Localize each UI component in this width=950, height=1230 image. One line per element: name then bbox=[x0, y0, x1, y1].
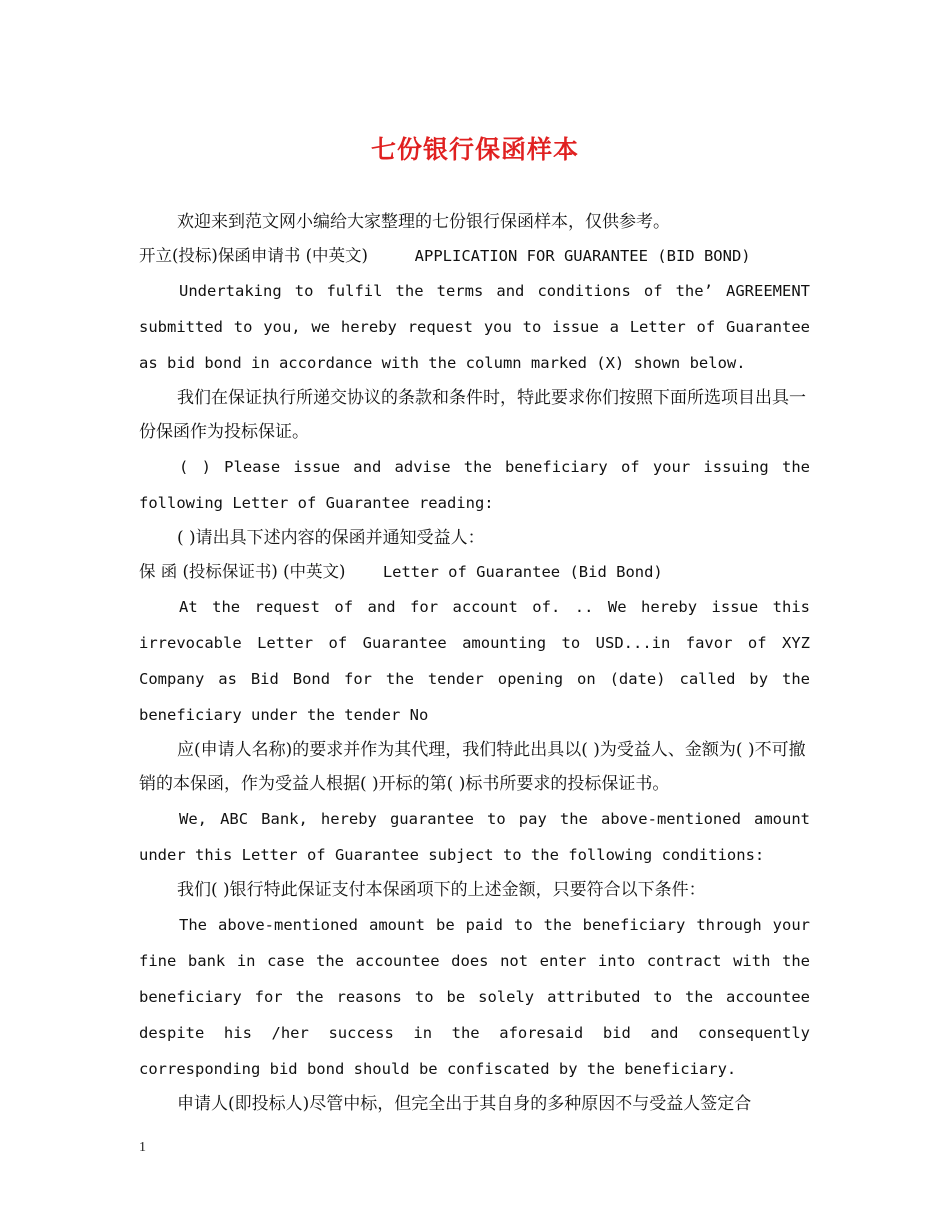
document-body bbox=[139, 205, 810, 1121]
issue-option-cn: ( )请出具下述内容的保函并通知受益人： bbox=[177, 528, 485, 548]
undertaking-paragraph-en: Undertaking to fulfil the terms and conditions of the’ AGREEMENT submitted to you, we hereby request you to issue a Letter of Guarantee as bid bond in accordance with the column marked (X) shown below. bbox=[139, 282, 810, 372]
issue-option-en: ( ) Please issue and advise the beneficiary of your issuing the following Letter of Guarantee reading: bbox=[139, 458, 810, 512]
guarantee-heading bbox=[139, 555, 810, 589]
bank-guarantee-cn: 我们( )银行特此保证支付本保函项下的上述金额，只要符合以下条件： bbox=[177, 880, 706, 900]
undertaking-paragraph-cn: 我们在保证执行所递交协议的条款和条件时，特此要求你们按照下面所选项目出具一份保函作为投标保证。 bbox=[139, 388, 806, 442]
page-number: 1 bbox=[139, 1140, 146, 1155]
request-paragraph-cn: 应(申请人名称)的要求并作为其代理，我们特此出具以( )为受益人、金额为( )不可撤销的本保函，作为受益人根据( )开标的第( )标书所要求的投标保证书。 bbox=[139, 740, 806, 794]
application-heading bbox=[139, 239, 810, 273]
condition-paragraph-en: The above-mentioned amount be paid to the beneficiary through your fine bank in case the accountee does not enter into contract with the beneficiary for the reasons to be solely attributed to the accountee despite his /her success in the aforesaid bid and consequently corresponding bid bond should be confiscated by the beneficiary. bbox=[139, 916, 810, 1078]
application-heading-en: APPLICATION FOR GUARANTEE (BID BOND) bbox=[414, 247, 751, 265]
condition-paragraph-cn: 申请人(即投标人)尽管中标，但完全出于其自身的多种原因不与受益人签定合 bbox=[177, 1094, 752, 1114]
application-heading-cn: 开立(投标)保函申请书 (中英文) bbox=[139, 246, 368, 265]
intro-paragraph: 欢迎来到范文网小编给大家整理的七份银行保函样本，仅供参考。 bbox=[177, 212, 670, 232]
document-title: 七份银行保函样本 bbox=[370, 135, 579, 164]
guarantee-heading-en: Letter of Guarantee (Bid Bond) bbox=[382, 563, 663, 581]
bank-guarantee-en: We, ABC Bank, hereby guarantee to pay the above-mentioned amount under this Letter of Guarantee subject to the following conditions: bbox=[139, 810, 810, 864]
request-paragraph-en: At the request of and for account of. .. We hereby issue this irrevocable Letter of Guarantee amounting to USD...in favor of XYZ Company as Bid Bond for the tender opening on (date) called by the beneficiary under the tender No bbox=[139, 598, 810, 724]
guarantee-heading-cn: 保 函 (投标保证书) (中英文) bbox=[139, 562, 346, 581]
